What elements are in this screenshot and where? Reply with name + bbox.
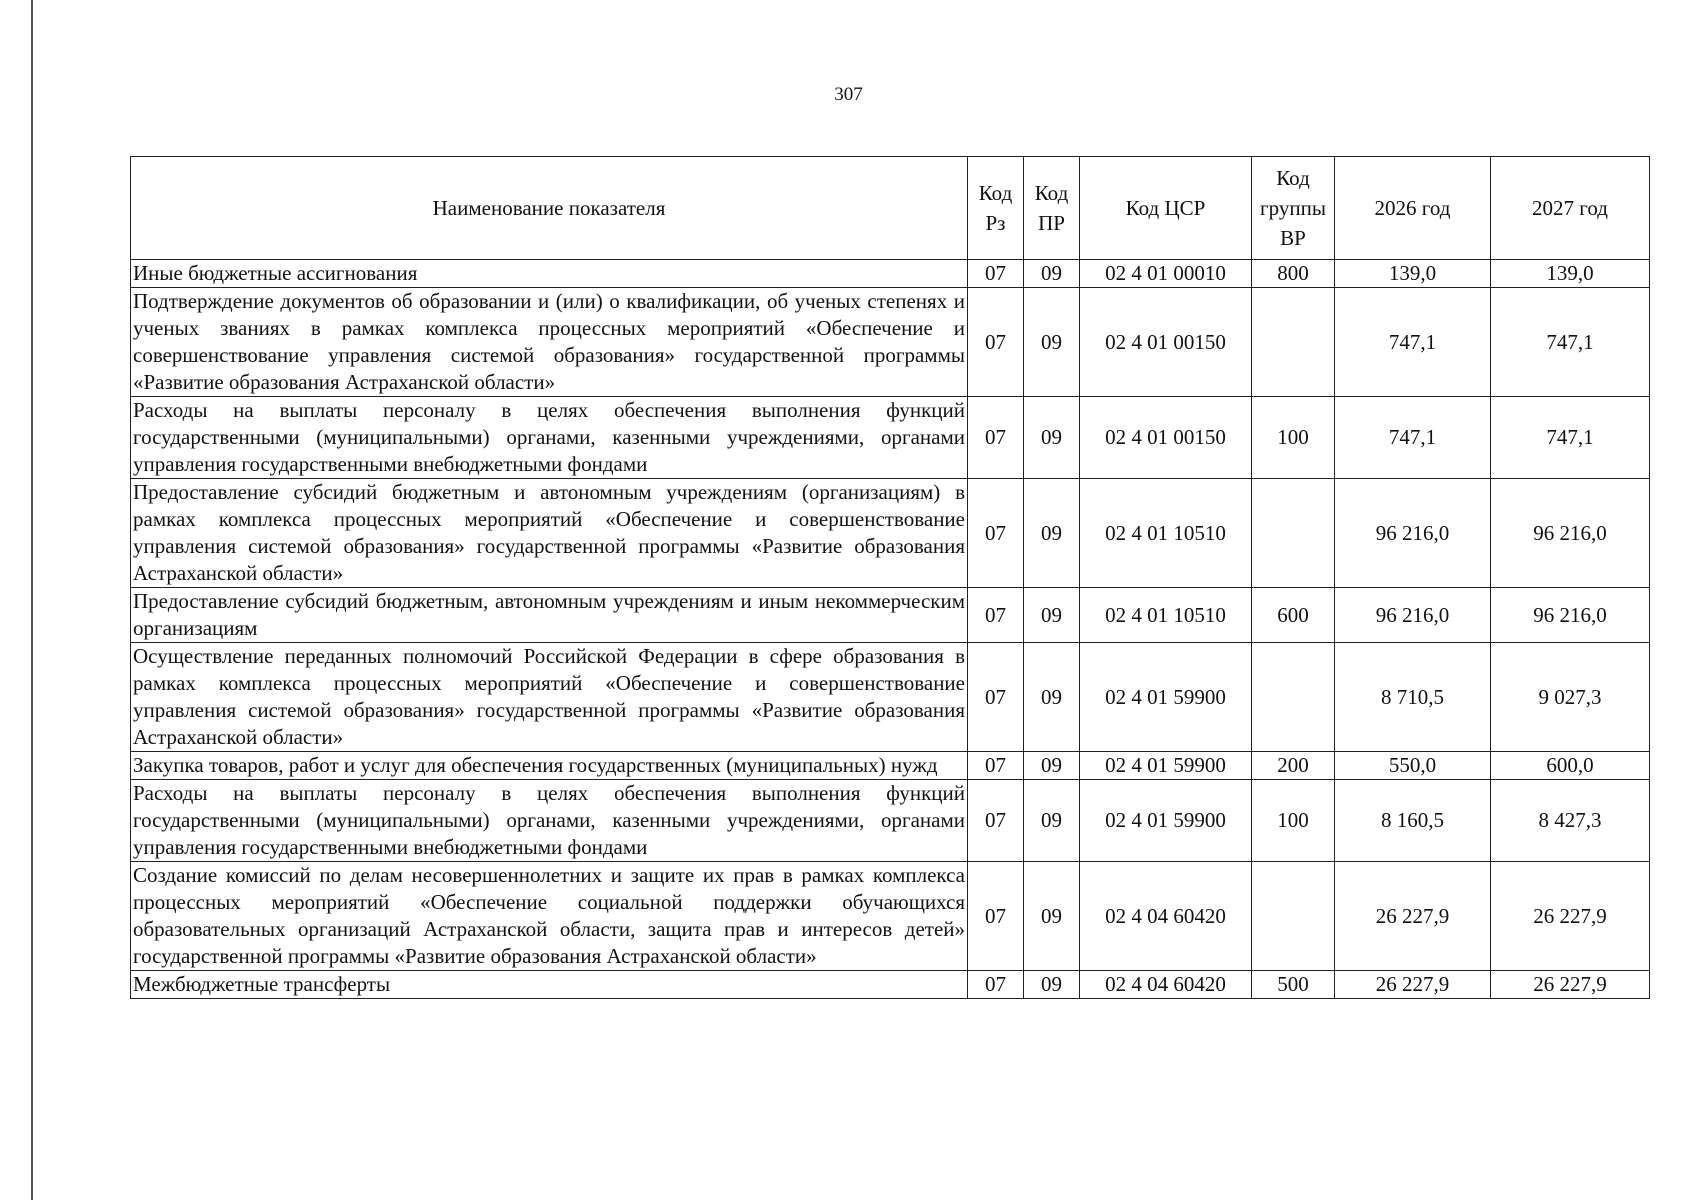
row-2027: 747,1 <box>1491 288 1650 397</box>
row-vr: 100 <box>1252 780 1335 862</box>
row-vr <box>1252 862 1335 971</box>
row-csr: 02 4 01 10510 <box>1080 479 1252 588</box>
table-header-row <box>131 157 1650 260</box>
budget-table <box>130 156 1650 999</box>
row-rz: 07 <box>968 397 1024 479</box>
table-row <box>131 260 1650 288</box>
row-name: Осуществление переданных полномочий Российской Федерации в сфере образования в рамках комплекса процессных мероприятий «Обеспечение и совершенствование управления системой образования» государственной программы «Развитие образования Астраханской области» <box>131 643 968 752</box>
row-2026: 96 216,0 <box>1335 479 1491 588</box>
row-rz: 07 <box>968 780 1024 862</box>
row-2027: 8 427,3 <box>1491 780 1650 862</box>
header-vr: Код группы ВР <box>1252 157 1335 260</box>
row-vr: 200 <box>1252 752 1335 780</box>
row-csr: 02 4 01 00150 <box>1080 397 1252 479</box>
row-csr: 02 4 01 59900 <box>1080 643 1252 752</box>
table-row <box>131 971 1650 999</box>
row-rz: 07 <box>968 862 1024 971</box>
row-rz: 07 <box>968 288 1024 397</box>
row-rz: 07 <box>968 643 1024 752</box>
row-pr: 09 <box>1024 971 1080 999</box>
table-row <box>131 479 1650 588</box>
row-vr: 800 <box>1252 260 1335 288</box>
table-row <box>131 588 1650 643</box>
table-row <box>131 397 1650 479</box>
row-name: Расходы на выплаты персоналу в целях обеспечения выполнения функций государственными (муниципальными) органами, казенными учреждениями, органами управления государственными внебюджетными фондами <box>131 780 968 862</box>
row-2026: 26 227,9 <box>1335 971 1491 999</box>
row-rz: 07 <box>968 260 1024 288</box>
row-vr: 600 <box>1252 588 1335 643</box>
row-pr: 09 <box>1024 479 1080 588</box>
table-row <box>131 752 1650 780</box>
header-name: Наименование показателя <box>131 157 968 260</box>
row-2026: 139,0 <box>1335 260 1491 288</box>
row-pr: 09 <box>1024 260 1080 288</box>
row-2026: 747,1 <box>1335 397 1491 479</box>
row-csr: 02 4 01 59900 <box>1080 752 1252 780</box>
table-row <box>131 862 1650 971</box>
row-csr: 02 4 01 00150 <box>1080 288 1252 397</box>
header-2027: 2027 год <box>1491 157 1650 260</box>
row-pr: 09 <box>1024 588 1080 643</box>
row-2027: 139,0 <box>1491 260 1650 288</box>
row-name: Расходы на выплаты персоналу в целях обеспечения выполнения функций государственными (муниципальными) органами, казенными учреждениями, органами управления государственными внебюджетными фондами <box>131 397 968 479</box>
row-2027: 9 027,3 <box>1491 643 1650 752</box>
row-name: Создание комиссий по делам несовершеннолетних и защите их прав в рамках комплекса процессных мероприятий «Обеспечение социальной поддержки обучающихся образовательных организаций Астраханской области, защита прав и интересов детей» государственной программы «Развитие образования Астраханской области» <box>131 862 968 971</box>
row-pr: 09 <box>1024 752 1080 780</box>
row-csr: 02 4 04 60420 <box>1080 971 1252 999</box>
row-rz: 07 <box>968 479 1024 588</box>
row-2027: 747,1 <box>1491 397 1650 479</box>
row-csr: 02 4 01 59900 <box>1080 780 1252 862</box>
row-2026: 550,0 <box>1335 752 1491 780</box>
row-vr <box>1252 479 1335 588</box>
row-rz: 07 <box>968 752 1024 780</box>
row-2027: 26 227,9 <box>1491 971 1650 999</box>
table-row <box>131 288 1650 397</box>
row-name: Предоставление субсидий бюджетным, автономным учреждениям и иным некоммерческим организациям <box>131 588 968 643</box>
row-2026: 8 160,5 <box>1335 780 1491 862</box>
row-name: Межбюджетные трансферты <box>131 971 968 999</box>
row-pr: 09 <box>1024 862 1080 971</box>
row-2026: 8 710,5 <box>1335 643 1491 752</box>
header-rz: Код Рз <box>968 157 1024 260</box>
row-pr: 09 <box>1024 288 1080 397</box>
row-csr: 02 4 04 60420 <box>1080 862 1252 971</box>
table-row <box>131 643 1650 752</box>
row-csr: 02 4 01 00010 <box>1080 260 1252 288</box>
row-vr <box>1252 643 1335 752</box>
header-pr: Код ПР <box>1024 157 1080 260</box>
table-row <box>131 780 1650 862</box>
header-csr: Код ЦСР <box>1080 157 1252 260</box>
row-rz: 07 <box>968 971 1024 999</box>
page-binding-edge <box>31 0 33 1200</box>
row-name: Иные бюджетные ассигнования <box>131 260 968 288</box>
row-name: Подтверждение документов об образовании и (или) о квалификации, об ученых степенях и ученых званиях в рамках комплекса процессных мероприятий «Обеспечение и совершенствование управления системой образования» государственной программы «Развитие образования Астраханской области» <box>131 288 968 397</box>
row-2027: 96 216,0 <box>1491 479 1650 588</box>
row-rz: 07 <box>968 588 1024 643</box>
header-2026: 2026 год <box>1335 157 1491 260</box>
row-2026: 26 227,9 <box>1335 862 1491 971</box>
row-pr: 09 <box>1024 643 1080 752</box>
row-2027: 96 216,0 <box>1491 588 1650 643</box>
row-2027: 600,0 <box>1491 752 1650 780</box>
row-vr: 100 <box>1252 397 1335 479</box>
row-pr: 09 <box>1024 397 1080 479</box>
row-2027: 26 227,9 <box>1491 862 1650 971</box>
row-name: Предоставление субсидий бюджетным и автономным учреждениям (организациям) в рамках комплекса процессных мероприятий «Обеспечение и совершенствование управления системой образования» государственной программы «Развитие образования Астраханской области» <box>131 479 968 588</box>
page-number: 307 <box>834 84 863 105</box>
row-name: Закупка товаров, работ и услуг для обеспечения государственных (муниципальных) нужд <box>131 752 968 780</box>
row-csr: 02 4 01 10510 <box>1080 588 1252 643</box>
row-vr <box>1252 288 1335 397</box>
row-2026: 747,1 <box>1335 288 1491 397</box>
row-vr: 500 <box>1252 971 1335 999</box>
row-2026: 96 216,0 <box>1335 588 1491 643</box>
row-pr: 09 <box>1024 780 1080 862</box>
